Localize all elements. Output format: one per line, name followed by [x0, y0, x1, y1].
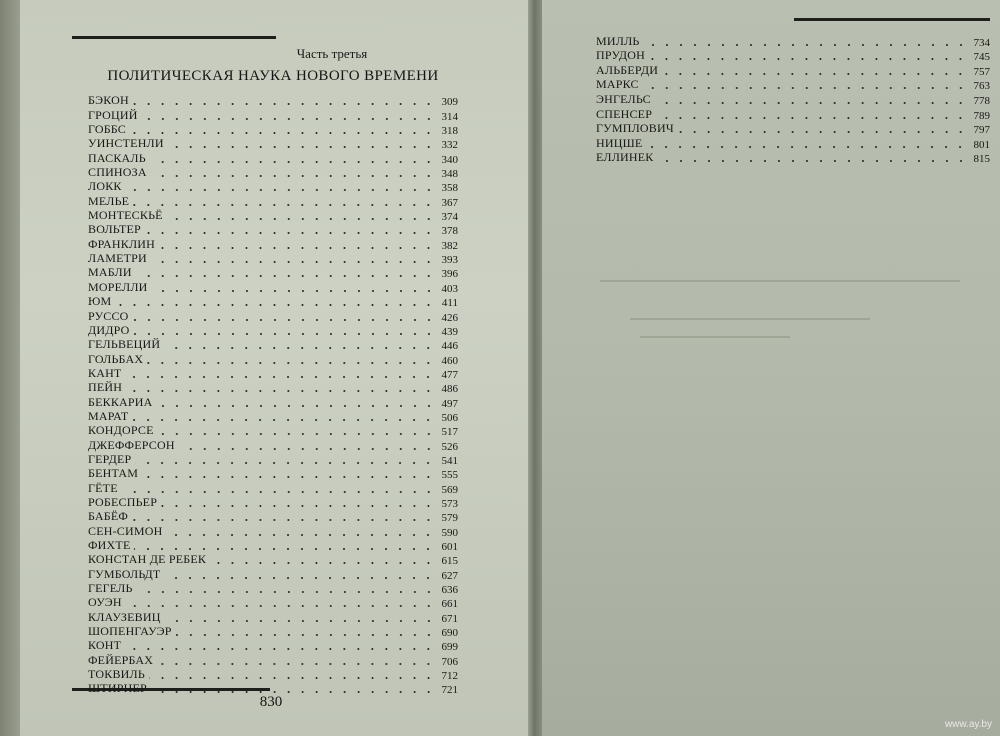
toc-list-left: [88, 94, 458, 696]
toc-leader-dots: [643, 87, 968, 89]
toc-entry-page: 706: [441, 655, 458, 668]
toc-leader-dots: [115, 304, 436, 306]
toc-entry: [88, 352, 458, 366]
toc-leader-dots: [646, 146, 967, 148]
toc-entry-page: 661: [441, 598, 458, 611]
toc-entry-page: 797: [973, 124, 990, 137]
toc-entry-page: 393: [441, 254, 458, 267]
toc-entry-page: 411: [441, 297, 458, 310]
toc-entry-name: ШОПЕНГАУЭР: [88, 624, 172, 639]
toc-entry-page: 712: [441, 670, 458, 683]
toc-entry-name: МОНТЕСКЬЁ: [88, 208, 163, 223]
toc-entry: [596, 122, 990, 137]
toc-entry-name: ВОЛЬТЕР: [88, 222, 141, 237]
toc-entry: [88, 108, 458, 122]
toc-entry: [88, 123, 458, 137]
toc-entry-page: 426: [441, 311, 458, 324]
toc-entry-page: 396: [441, 268, 458, 281]
toc-entry-page: 671: [441, 612, 458, 625]
toc-leader-dots: [644, 44, 968, 46]
toc-entry-name: ГЕЛЬВЕЦИЙ: [88, 337, 161, 352]
toc-entry: [88, 553, 458, 567]
toc-entry: [88, 180, 458, 194]
toc-entry-page: 757: [973, 65, 990, 78]
toc-entry-page: 314: [441, 110, 458, 123]
toc-entry: [88, 252, 458, 266]
toc-entry: [88, 266, 458, 280]
toc-entry-page: 486: [441, 383, 458, 396]
toc-entry: [88, 223, 458, 237]
toc-entry-page: 569: [441, 483, 458, 496]
toc-leader-dots: [152, 290, 436, 292]
toc-leader-dots: [132, 419, 435, 421]
toc-leader-dots: [126, 605, 436, 607]
toc-leader-dots: [130, 132, 435, 134]
toc-entry-name: ЛАМЕТРИ: [88, 251, 147, 266]
show-through-line: [630, 318, 870, 320]
toc-entry: [88, 94, 458, 108]
toc-leader-dots: [210, 562, 435, 564]
toc-leader-dots: [133, 204, 435, 206]
toc-entry: [88, 596, 458, 610]
toc-entry: [88, 295, 458, 309]
toc-leader-dots: [126, 189, 436, 191]
toc-entry-name: ФРАНКЛИН: [88, 236, 156, 251]
toc-entry-page: 763: [973, 80, 990, 93]
toc-entry-name: ШТИРНЕР: [88, 681, 147, 696]
toc-entry-name: КАНТ: [88, 365, 122, 380]
toc-entry-page: 573: [441, 497, 458, 510]
page-number: 830: [259, 694, 283, 710]
toc-entry: [596, 78, 990, 93]
toc-leader-dots: [136, 275, 436, 277]
toc-leader-dots: [149, 677, 436, 679]
toc-entry: [596, 151, 990, 166]
toc-entry-page: 734: [973, 36, 990, 49]
toc-entry-name: БАБЁФ: [88, 509, 129, 524]
toc-entry-page: 815: [973, 153, 990, 166]
toc-entry-name: ОУЭН: [88, 595, 122, 610]
toc-entry-name: РОБЕСПЬЕР: [88, 494, 158, 509]
toc-entry-name: ЕЛЛИНЕК: [596, 150, 654, 165]
toc-entry-name: МАРАТ: [88, 408, 129, 423]
toc-entry-page: 636: [441, 584, 458, 597]
toc-entry-name: ГУМБОЛЬДТ: [88, 566, 161, 581]
toc-leader-dots: [158, 433, 436, 435]
toc-entry-page: 579: [441, 512, 458, 525]
toc-entry-page: 590: [441, 526, 458, 539]
toc-entry: [88, 194, 458, 208]
toc-entry-page: 690: [441, 627, 458, 640]
toc-entry-page: 460: [441, 354, 458, 367]
toc-entry: [88, 381, 458, 395]
toc-entry: [88, 137, 458, 151]
toc-entry-page: 374: [441, 211, 458, 224]
toc-entry-name: ГУМПЛОВИЧ: [596, 121, 674, 136]
toc-entry-name: ПАСКАЛЬ: [88, 150, 146, 165]
toc-entry-page: 541: [441, 454, 458, 467]
toc-leader-dots: [656, 117, 967, 119]
toc-leader-dots: [133, 319, 436, 321]
toc-leader-dots: [134, 333, 436, 335]
toc-entry: [88, 280, 458, 294]
toc-entry-name: СПЕНСЕР: [596, 106, 653, 121]
watermark: www.ay.by: [944, 719, 992, 730]
toc-leader-dots: [125, 648, 435, 650]
toc-leader-dots: [125, 376, 435, 378]
toc-entry-name: УИНСТЕНЛИ: [88, 136, 164, 151]
toc-entry: [596, 136, 990, 151]
toc-entry-name: СЕН-СИМОН: [88, 523, 163, 538]
show-through-line: [640, 336, 790, 338]
toc-entry-page: 789: [973, 109, 990, 122]
toc-leader-dots: [649, 58, 967, 60]
toc-entry: [88, 582, 458, 596]
toc-entry-page: 439: [441, 325, 458, 338]
toc-entry-name: ТОКВИЛЬ: [88, 667, 145, 682]
toc-entry: [88, 395, 458, 409]
toc-entry-page: 526: [441, 440, 458, 453]
toc-leader-dots: [662, 73, 967, 75]
toc-entry: [88, 625, 458, 639]
toc-leader-dots: [142, 476, 435, 478]
toc-entry-name: КЛАУЗЕВИЦ: [88, 609, 161, 624]
toc-entry-name: ПРУДОН: [596, 48, 646, 63]
toc-entry-name: ДИДРО: [88, 322, 130, 337]
toc-entry-name: МАБЛИ: [88, 265, 132, 280]
toc-entry: [88, 151, 458, 165]
toc-leader-dots: [142, 118, 436, 120]
toc-entry: [596, 107, 990, 122]
toc-leader-dots: [655, 102, 968, 104]
toc-entry-name: МАРКС: [596, 77, 639, 92]
toc-entry-name: ГЕРДЕР: [88, 451, 132, 466]
toc-entry-page: 309: [441, 96, 458, 109]
toc-leader-dots: [151, 261, 436, 263]
toc-entry-name: ФЕЙЕРБАХ: [88, 652, 154, 667]
toc-entry: [88, 309, 458, 323]
toc-entry: [88, 524, 458, 538]
toc-leader-dots: [658, 160, 968, 162]
toc-leader-dots: [159, 247, 435, 249]
toc-leader-dots: [147, 362, 435, 364]
toc-entry: [596, 34, 990, 49]
toc-leader-dots: [151, 175, 436, 177]
toc-entry-page: 358: [441, 182, 458, 195]
section-title: ПОЛИТИЧЕСКАЯ НАУКА НОВОГО ВРЕМЕНИ: [107, 68, 439, 84]
toc-leader-dots: [678, 131, 968, 133]
toc-leader-dots: [132, 519, 435, 521]
toc-entry-page: 699: [441, 641, 458, 654]
toc-entry: [88, 338, 458, 352]
part-title: Часть третья: [296, 46, 368, 61]
toc-entry: [88, 668, 458, 682]
toc-entry: [88, 453, 458, 467]
show-through-line: [600, 280, 960, 282]
toc-leader-dots: [176, 634, 436, 636]
toc-entry-page: 378: [441, 225, 458, 238]
toc-entry-name: ДЖЕФФЕРСОН: [88, 437, 175, 452]
toc-entry: [88, 324, 458, 338]
toc-entry-page: 615: [441, 555, 458, 568]
toc-entry-page: 446: [441, 340, 458, 353]
toc-leader-dots: [135, 462, 435, 464]
toc-entry-page: 382: [441, 239, 458, 252]
toc-leader-dots: [164, 577, 435, 579]
toc-leader-dots: [157, 663, 435, 665]
top-rule-left: [72, 36, 276, 39]
toc-entry-page: 477: [441, 368, 458, 381]
toc-entry-name: БЭКОН: [88, 93, 129, 108]
toc-leader-dots: [145, 232, 436, 234]
toc-entry-page: 801: [973, 138, 990, 151]
toc-leader-dots: [126, 390, 435, 392]
toc-entry: [596, 49, 990, 64]
toc-entry-page: 332: [441, 139, 458, 152]
toc-entry-page: 506: [441, 411, 458, 424]
toc-entry: [88, 481, 458, 495]
toc-entry-page: 555: [441, 469, 458, 482]
toc-entry-page: 348: [441, 168, 458, 181]
toc-entry-name: ЮМ: [88, 294, 112, 309]
toc-entry: [88, 209, 458, 223]
toc-entry-page: 318: [441, 125, 458, 138]
toc-entry-name: ЛОКК: [88, 179, 122, 194]
toc-entry: [88, 410, 458, 424]
toc-entry-page: 340: [441, 153, 458, 166]
toc-entry: [596, 63, 990, 78]
toc-leader-dots: [161, 505, 435, 507]
toc-entry: [88, 539, 458, 553]
toc-entry: [88, 567, 458, 581]
toc-entry-name: БЕНТАМ: [88, 466, 139, 481]
toc-leader-dots: [164, 347, 435, 349]
toc-entry-name: КОНТ: [88, 638, 122, 653]
toc-entry-name: МИЛЛЬ: [596, 33, 640, 48]
toc-entry-name: ГОЛЬБАХ: [88, 351, 144, 366]
toc-leader-dots: [137, 591, 436, 593]
toc-leader-dots: [167, 218, 436, 220]
toc-leader-dots: [134, 548, 435, 550]
toc-entry-page: 367: [441, 196, 458, 209]
toc-entry-page: 403: [441, 282, 458, 295]
toc-leader-dots: [157, 405, 436, 407]
toc-entry: [88, 653, 458, 667]
toc-entry-name: ФИХТЕ: [88, 538, 131, 552]
toc-entry: [88, 166, 458, 180]
toc-entry-name: КОНДОРСЕ: [88, 423, 154, 438]
toc-leader-dots: [165, 620, 436, 622]
toc-entry-page: 721: [441, 684, 458, 697]
toc-entry: [88, 367, 458, 381]
toc-entry-page: 497: [441, 397, 458, 410]
book-gutter: [528, 0, 542, 736]
toc-leader-dots: [168, 146, 436, 148]
toc-leader-dots: [122, 491, 436, 493]
toc-entry: [88, 496, 458, 510]
toc-entry-name: ГРОЦИЙ: [88, 107, 138, 122]
toc-entry-page: 745: [973, 51, 990, 64]
toc-entry-page: 517: [441, 426, 458, 439]
toc-entry-name: ГЁТЕ: [88, 480, 118, 495]
toc-entry-name: ГЕГЕЛЬ: [88, 581, 133, 596]
toc-entry-page: 627: [441, 569, 458, 582]
toc-entry-page: 601: [441, 541, 458, 553]
toc-leader-dots: [150, 161, 436, 163]
toc-entry: [88, 438, 458, 452]
top-rule-right: [794, 18, 990, 21]
toc-entry-name: ЭНГЕЛЬС: [596, 91, 651, 106]
toc-entry: [88, 510, 458, 524]
toc-list-right: [596, 34, 990, 165]
toc-entry-name: БЕККАРИА: [88, 394, 153, 409]
toc-entry-name: НИЦШЕ: [596, 135, 643, 150]
toc-entry-name: АЛЬБЕРДИ: [596, 62, 659, 77]
toc-entry-name: КОНСТАН ДЕ РЕБЕК: [88, 552, 207, 567]
toc-leader-dots: [133, 103, 436, 105]
toc-entry-name: МЕЛЬЕ: [88, 193, 130, 208]
toc-entry: [88, 467, 458, 481]
toc-leader-dots: [179, 448, 436, 450]
toc-entry: [88, 639, 458, 653]
toc-entry-name: МОРЕЛЛИ: [88, 279, 148, 294]
toc-leader-dots: [166, 534, 435, 536]
toc-entry-page: 778: [973, 94, 990, 107]
toc-entry: [596, 92, 990, 107]
toc-entry: [88, 610, 458, 624]
toc-entry: [88, 424, 458, 438]
toc-entry-name: СПИНОЗА: [88, 165, 147, 180]
toc-entry-name: ГОББС: [88, 122, 127, 137]
toc-entry: [88, 237, 458, 251]
toc-entry-name: ПЕЙН: [88, 380, 123, 395]
toc-entry-name: РУССО: [88, 308, 129, 323]
